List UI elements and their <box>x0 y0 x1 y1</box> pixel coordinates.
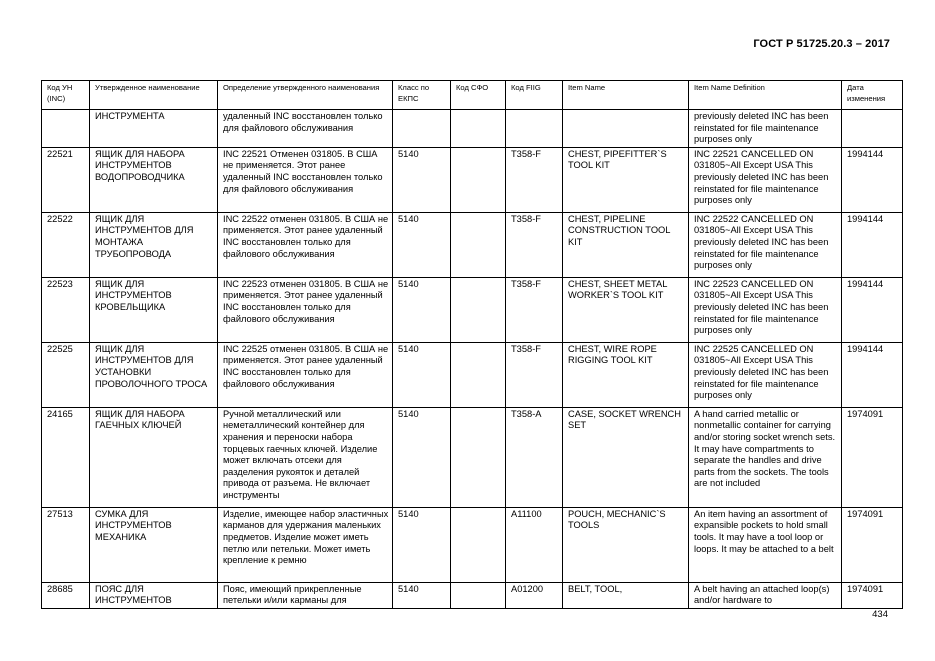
cell-date: 1974091 <box>842 582 903 608</box>
cell-code: 24165 <box>42 407 90 507</box>
cell-item-definition: A hand carried metallic or nonmetallic container for carrying and/or storing socket wrench sets. It may have compartments to separate the handles and drive parts from the sockets. The tools are not included <box>689 407 842 507</box>
col-header-sfo: Код СФО <box>451 81 506 110</box>
cell-date: 1994144 <box>842 147 903 212</box>
col-header-definition: Определение утвержденного наименования <box>218 81 393 110</box>
cell-item-definition: previously deleted INC has been reinstated for file maintenance purposes only <box>689 110 842 148</box>
col-header-item-name: Item Name <box>563 81 689 110</box>
cell-definition: Пояс, имеющий прикрепленные петельки и/или карманы для <box>218 582 393 608</box>
cell-fiig: T358-F <box>506 212 563 277</box>
cell-fiig: T358-F <box>506 147 563 212</box>
table-row <box>42 110 903 148</box>
cell-sfo <box>451 212 506 277</box>
cell-fiig <box>506 110 563 148</box>
cell-item-name: POUCH, MECHANIC`S TOOLS <box>563 507 689 582</box>
cell-item-definition: INC 22522 CANCELLED ON 031805~All Except USA This previously deleted INC has been reinstated for file maintenance purposes only <box>689 212 842 277</box>
table-row <box>42 212 903 277</box>
cell-definition: Изделие, имеющее набор эластичных карманов для удержания маленьких предметов. Изделие может иметь петлю или петельки. Может иметь крепление к ремню <box>218 507 393 582</box>
cell-date: 1974091 <box>842 507 903 582</box>
cell-item-definition: INC 22525 CANCELLED ON 031805~All Except USA This previously deleted INC has been reinstated for file maintenance purposes only <box>689 342 842 407</box>
cell-class: 5140 <box>393 407 451 507</box>
cell-definition: INC 22521 Отменен 031805. В США не применяется. Этот ранее удаленный INC восстановлен только для файлового обслуживания <box>218 147 393 212</box>
cell-class: 5140 <box>393 147 451 212</box>
cell-date: 1994144 <box>842 212 903 277</box>
cell-sfo <box>451 110 506 148</box>
cell-sfo <box>451 407 506 507</box>
cell-item-name: CHEST, PIPEFITTER`S TOOL KIT <box>563 147 689 212</box>
cell-code: 27513 <box>42 507 90 582</box>
cell-item-name: BELT, TOOL, <box>563 582 689 608</box>
cell-class: 5140 <box>393 507 451 582</box>
cell-code: 22523 <box>42 277 90 342</box>
cell-name: ЯЩИК ДЛЯ НАБОРА ИНСТРУМЕНТОВ ВОДОПРОВОДЧИКА <box>90 147 218 212</box>
cell-name: ИНСТРУМЕНТА <box>90 110 218 148</box>
table-row <box>42 407 903 507</box>
cell-class: 5140 <box>393 277 451 342</box>
cell-code: 22522 <box>42 212 90 277</box>
table-row <box>42 147 903 212</box>
table-row <box>42 582 903 608</box>
cell-item-name: CHEST, WIRE ROPE RIGGING TOOL KIT <box>563 342 689 407</box>
cell-code: 22525 <box>42 342 90 407</box>
cell-date: 1994144 <box>842 342 903 407</box>
cell-date: 1974091 <box>842 407 903 507</box>
cell-sfo <box>451 277 506 342</box>
cell-item-definition: A belt having an attached loop(s) and/or hardware to <box>689 582 842 608</box>
cell-sfo <box>451 342 506 407</box>
cell-name: СУМКА ДЛЯ ИНСТРУМЕНТОВ МЕХАНИКА <box>90 507 218 582</box>
cell-definition: INC 22523 отменен 031805. В США не применяется. Этот ранее удаленный INC восстановлен только для файлового обслуживания <box>218 277 393 342</box>
cell-class <box>393 110 451 148</box>
cell-code <box>42 110 90 148</box>
cell-definition: INC 22525 отменен 031805. В США не применяется. Этот ранее удаленный INC восстановлен только для файлового обслуживания <box>218 342 393 407</box>
cell-fiig: A01200 <box>506 582 563 608</box>
cell-fiig: T358-F <box>506 342 563 407</box>
col-header-fiig: Код FIIG <box>506 81 563 110</box>
table-row <box>42 342 903 407</box>
col-header-class: Класс по ЕКПС <box>393 81 451 110</box>
cell-date <box>842 110 903 148</box>
cell-item-name: CASE, SOCKET WRENCH SET <box>563 407 689 507</box>
cell-class: 5140 <box>393 582 451 608</box>
cell-class: 5140 <box>393 342 451 407</box>
cell-fiig: A11100 <box>506 507 563 582</box>
cell-class: 5140 <box>393 212 451 277</box>
cell-item-name: CHEST, SHEET METAL WORKER`S TOOL KIT <box>563 277 689 342</box>
catalog-table <box>41 80 903 609</box>
page-number: 434 <box>872 609 888 620</box>
col-header-item-definition: Item Name Definition <box>689 81 842 110</box>
cell-name: ЯЩИК ДЛЯ НАБОРА ГАЕЧНЫХ КЛЮЧЕЙ <box>90 407 218 507</box>
cell-name: ЯЩИК ДЛЯ ИНСТРУМЕНТОВ КРОВЕЛЬЩИКА <box>90 277 218 342</box>
cell-item-definition: An item having an assortment of expansible pockets to hold small tools. It may have a tool loop or loops. It may be attached to a belt <box>689 507 842 582</box>
col-header-name: Утвержденное наименование <box>90 81 218 110</box>
table-header-row <box>42 81 903 110</box>
cell-definition: INC 22522 отменен 031805. В США не применяется. Этот ранее удаленный INC восстановлен только для файлового обслуживания <box>218 212 393 277</box>
cell-fiig: T358-F <box>506 277 563 342</box>
col-header-code: Код УН (INC) <box>42 81 90 110</box>
cell-date: 1994144 <box>842 277 903 342</box>
cell-code: 28685 <box>42 582 90 608</box>
table-row <box>42 277 903 342</box>
cell-sfo <box>451 147 506 212</box>
cell-name: ЯЩИК ДЛЯ ИНСТРУМЕНТОВ ДЛЯ УСТАНОВКИ ПРОВОЛОЧНОГО ТРОСА <box>90 342 218 407</box>
table-row <box>42 507 903 582</box>
cell-item-definition: INC 22521 CANCELLED ON 031805~All Except USA This previously deleted INC has been reinstated for file maintenance purposes only <box>689 147 842 212</box>
cell-item-name <box>563 110 689 148</box>
cell-sfo <box>451 507 506 582</box>
cell-code: 22521 <box>42 147 90 212</box>
cell-fiig: T358-A <box>506 407 563 507</box>
cell-sfo <box>451 582 506 608</box>
cell-definition: удаленный INC восстановлен только для файлового обслуживания <box>218 110 393 148</box>
cell-item-definition: INC 22523 CANCELLED ON 031805~All Except USA This previously deleted INC has been reinstated for file maintenance purposes only <box>689 277 842 342</box>
cell-name: ПОЯС ДЛЯ ИНСТРУМЕНТОВ <box>90 582 218 608</box>
cell-name: ЯЩИК ДЛЯ ИНСТРУМЕНТОВ ДЛЯ МОНТАЖА ТРУБОПРОВОДА <box>90 212 218 277</box>
cell-definition: Ручной металлический или неметаллический контейнер для хранения и переноски набора торцевых гаечных ключей. Изделие может включать отсеки для разделения рукояток и деталей привода от разъема. Не включает инструменты <box>218 407 393 507</box>
cell-item-name: CHEST, PIPELINE CONSTRUCTION TOOL KIT <box>563 212 689 277</box>
document-title: ГОСТ Р 51725.20.3 – 2017 <box>753 38 890 50</box>
col-header-date: Дата изменения <box>842 81 903 110</box>
